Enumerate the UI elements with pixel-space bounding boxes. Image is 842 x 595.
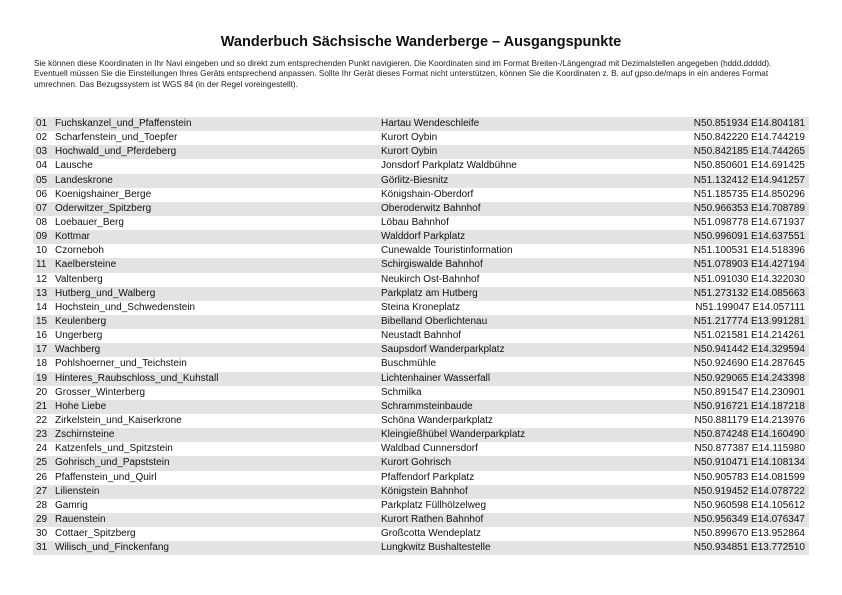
coordinates: N50.924690 E14.287645 xyxy=(693,358,805,370)
coordinates: N50.916721 E14.187218 xyxy=(693,400,805,412)
start-location: Kurort Oybin xyxy=(381,146,438,158)
row-number: 19 xyxy=(36,372,48,384)
table-row xyxy=(33,357,809,371)
row-number: 25 xyxy=(36,457,48,469)
start-location: Kurort Oybin xyxy=(381,132,438,144)
row-number: 09 xyxy=(36,231,48,243)
start-location: Schmilka xyxy=(381,386,422,398)
summit-name: Hinteres_Raubschloss_und_Kuhstall xyxy=(55,372,219,384)
coordinates: N51.098778 E14.671937 xyxy=(693,216,805,228)
intro-paragraph: Sie können diese Koordinaten in Ihr Navi eingeben und so direkt zum entsprechenden Punkt navigieren. Die Koordinaten sind im Format Breiten-/Längengrad mit Dezimalstellen angegeben (hddd.ddddd). xyxy=(34,59,772,68)
summit-name: Ungerberg xyxy=(55,330,103,342)
summit-name: Pohlshoerner_und_Teichstein xyxy=(55,358,187,370)
row-number: 07 xyxy=(36,202,48,214)
row-number: 17 xyxy=(36,344,48,356)
table-row xyxy=(33,541,809,555)
summit-name: Hutberg_und_Walberg xyxy=(55,287,156,299)
table-row xyxy=(33,301,809,315)
coordinates: N50.874248 E14.160490 xyxy=(693,429,805,441)
row-number: 24 xyxy=(36,443,48,455)
start-location: Parkplatz am Hutberg xyxy=(381,287,478,299)
table-row xyxy=(33,117,809,131)
table-row xyxy=(33,145,809,159)
summit-name: Loebauer_Berg xyxy=(55,216,124,228)
summit-name: Landeskrone xyxy=(55,174,113,186)
summit-name: Hochwald_und_Pferdeberg xyxy=(55,146,177,158)
start-location: Waldbad Cunnersdorf xyxy=(381,443,478,455)
table-row xyxy=(33,188,809,202)
start-location: Großcotta Wendeplatz xyxy=(381,528,481,540)
start-location: Lungkwitz Bushaltestelle xyxy=(381,542,491,554)
start-location: Königshain-Oberdorf xyxy=(381,188,474,200)
starting-points-table xyxy=(33,117,809,555)
table-row xyxy=(33,216,809,230)
start-location: Jonsdorf Parkplatz Waldbühne xyxy=(381,160,517,172)
row-number: 28 xyxy=(36,499,48,511)
row-number: 21 xyxy=(36,400,48,412)
intro-text xyxy=(34,59,809,90)
row-number: 26 xyxy=(36,471,48,483)
summit-name: Kaelbersteine xyxy=(55,259,117,271)
start-location: Saupsdorf Wanderparkplatz xyxy=(381,344,505,356)
coordinates: N50.956349 E14.076347 xyxy=(693,513,805,525)
table-row xyxy=(33,258,809,272)
table-row xyxy=(33,315,809,329)
start-location: Oberoderwitz Bahnhof xyxy=(381,202,481,214)
coordinates: N51.132412 E14.941257 xyxy=(693,174,805,186)
start-location: Neukirch Ost-Bahnhof xyxy=(381,273,480,285)
table-row xyxy=(33,329,809,343)
start-location: Hartau Wendeschleife xyxy=(381,118,480,129)
row-number: 12 xyxy=(36,273,48,285)
table-row xyxy=(33,273,809,287)
start-location: Bibelland Oberlichtenau xyxy=(381,315,488,327)
coordinates: N50.966353 E14.708789 xyxy=(693,202,805,214)
row-number: 01 xyxy=(36,118,48,129)
table-row xyxy=(33,456,809,470)
row-number: 31 xyxy=(36,542,48,554)
start-location: Parkplatz Füllhölzelweg xyxy=(381,499,487,511)
coordinates: N50.960598 E14.105612 xyxy=(693,499,805,511)
start-location: Pfaffendorf Parkplatz xyxy=(381,471,475,483)
summit-name: Wilisch_und_Finckenfang xyxy=(55,542,169,554)
coordinates: N50.899670 E13.952864 xyxy=(693,528,805,540)
row-number: 23 xyxy=(36,429,48,441)
coordinates: N51.091030 E14.322030 xyxy=(693,273,805,285)
row-number: 13 xyxy=(36,287,48,299)
table-row xyxy=(33,428,809,442)
coordinates: N50.850601 E14.691425 xyxy=(693,160,805,172)
summit-name: Scharfenstein_und_Toepfer xyxy=(55,132,178,144)
intro-paragraph: Eventuell müssen Sie die Einstellungen Ihres Geräts entsprechend anpassen. Sollte Ihr Gerät dieses Format nicht unterstützen, können Sie die Koordinaten z. B. auf gpso.de/maps in ein anderes Format umrechnen. Das Bezugssystem ist WGS 84 (in der Regel voreingestellt). xyxy=(34,69,769,89)
summit-name: Hohe Liebe xyxy=(55,400,107,412)
start-location: Schöna Wanderparkplatz xyxy=(381,414,493,426)
table-row xyxy=(33,499,809,513)
row-number: 16 xyxy=(36,330,48,342)
summit-name: Koenigshainer_Berge xyxy=(55,188,152,200)
summit-name: Lilienstein xyxy=(55,485,100,497)
start-location: Schirgiswalde Bahnhof xyxy=(381,259,483,271)
row-number: 06 xyxy=(36,188,48,200)
summit-name: Valtenberg xyxy=(55,273,103,285)
row-number: 18 xyxy=(36,358,48,370)
table-row xyxy=(33,372,809,386)
coordinates: N51.273132 E14.085663 xyxy=(693,287,805,299)
start-location: Kurort Gohrisch xyxy=(381,457,452,469)
coordinates: N51.199047 E14.057111 xyxy=(695,301,805,313)
row-number: 30 xyxy=(36,528,48,540)
summit-name: Lausche xyxy=(55,160,93,172)
coordinates: N51.100531 E14.518396 xyxy=(693,245,805,257)
row-number: 03 xyxy=(36,146,48,158)
coordinates: N50.842220 E14.744219 xyxy=(693,132,805,144)
summit-name: Fuchskanzel_und_Pfaffenstein xyxy=(55,118,192,129)
start-location: Steina Kroneplatz xyxy=(381,301,460,313)
coordinates: N50.934851 E13.772510 xyxy=(693,542,805,554)
row-number: 22 xyxy=(36,414,48,426)
coordinates: N50.929065 E14.243398 xyxy=(693,372,805,384)
page-title: Wanderbuch Sächsische Wanderberge – Ausgangspunkte xyxy=(220,34,622,50)
start-location: Kurort Rathen Bahnhof xyxy=(381,513,484,525)
table-row xyxy=(33,174,809,188)
start-location: Königstein Bahnhof xyxy=(381,485,468,497)
table-row xyxy=(33,202,809,216)
table-row xyxy=(33,230,809,244)
coordinates: N51.217774 E13.991281 xyxy=(693,315,805,327)
summit-name: Zirkelstein_und_Kaiserkrone xyxy=(55,414,182,426)
summit-name: Gamrig xyxy=(55,499,88,511)
table-row xyxy=(33,442,809,456)
coordinates: N50.877387 E14.115980 xyxy=(694,443,805,455)
summit-name: Katzenfels_und_Spitzstein xyxy=(55,443,173,455)
summit-name: Keulenberg xyxy=(55,315,107,327)
summit-name: Grosser_Winterberg xyxy=(55,386,146,398)
coordinates: N50.842185 E14.744265 xyxy=(693,146,805,158)
summit-name: Hochstein_und_Schwedenstein xyxy=(55,301,196,313)
start-location: Walddorf Parkplatz xyxy=(381,231,466,243)
start-location: Görlitz-Biesnitz xyxy=(381,174,449,186)
row-number: 27 xyxy=(36,485,48,497)
row-number: 14 xyxy=(36,301,48,313)
row-number: 29 xyxy=(36,513,48,525)
table-row xyxy=(33,471,809,485)
coordinates: N51.078903 E14.427194 xyxy=(693,259,805,271)
summit-name: Oderwitzer_Spitzberg xyxy=(55,202,152,214)
row-number: 08 xyxy=(36,216,48,228)
row-number: 20 xyxy=(36,386,48,398)
table-row xyxy=(33,485,809,499)
table-row xyxy=(33,131,809,145)
coordinates: N50.851934 E14.804181 xyxy=(693,118,805,129)
row-number: 04 xyxy=(36,160,48,172)
coordinates: N50.941442 E14.329594 xyxy=(693,344,805,356)
coordinates: N50.910471 E14.108134 xyxy=(693,457,805,469)
table-row xyxy=(33,400,809,414)
table-row xyxy=(33,343,809,357)
row-number: 15 xyxy=(36,315,48,327)
start-location: Schrammsteinbaude xyxy=(381,400,473,412)
start-location: Buschmühle xyxy=(381,358,437,370)
coordinates: N51.021581 E14.214261 xyxy=(693,330,805,342)
coordinates: N50.996091 E14.637551 xyxy=(693,231,805,243)
coordinates: N51.185735 E14.850296 xyxy=(693,188,805,200)
coordinates: N50.891547 E14.230901 xyxy=(693,386,805,398)
summit-name: Wachberg xyxy=(55,344,101,356)
table-row xyxy=(33,159,809,173)
start-location: Löbau Bahnhof xyxy=(381,216,449,228)
summit-name: Rauenstein xyxy=(55,513,106,525)
start-location: Cunewalde Touristinformation xyxy=(381,245,513,257)
table-row xyxy=(33,287,809,301)
summit-name: Czorneboh xyxy=(55,245,104,257)
row-number: 11 xyxy=(36,259,47,271)
coordinates: N50.881179 E14.213976 xyxy=(694,414,805,426)
table-row xyxy=(33,414,809,428)
coordinates: N50.905783 E14.081599 xyxy=(693,471,805,483)
summit-name: Gohrisch_und_Papststein xyxy=(55,457,170,469)
table-row xyxy=(33,513,809,527)
row-number: 05 xyxy=(36,174,48,186)
coordinates: N50.919452 E14.078722 xyxy=(693,485,805,497)
table-row xyxy=(33,527,809,541)
summit-name: Zschirnsteine xyxy=(55,429,115,441)
start-location: Lichtenhainer Wasserfall xyxy=(381,372,491,384)
summit-name: Cottaer_Spitzberg xyxy=(55,528,136,540)
summit-name: Pfaffenstein_und_Quirl xyxy=(55,471,157,483)
row-number: 02 xyxy=(36,132,48,144)
table-row xyxy=(33,244,809,258)
summit-name: Kottmar xyxy=(55,231,91,243)
start-location: Kleingießhübel Wanderparkplatz xyxy=(381,429,526,441)
row-number: 10 xyxy=(36,245,48,257)
table-row xyxy=(33,386,809,400)
start-location: Neustadt Bahnhof xyxy=(381,330,462,342)
